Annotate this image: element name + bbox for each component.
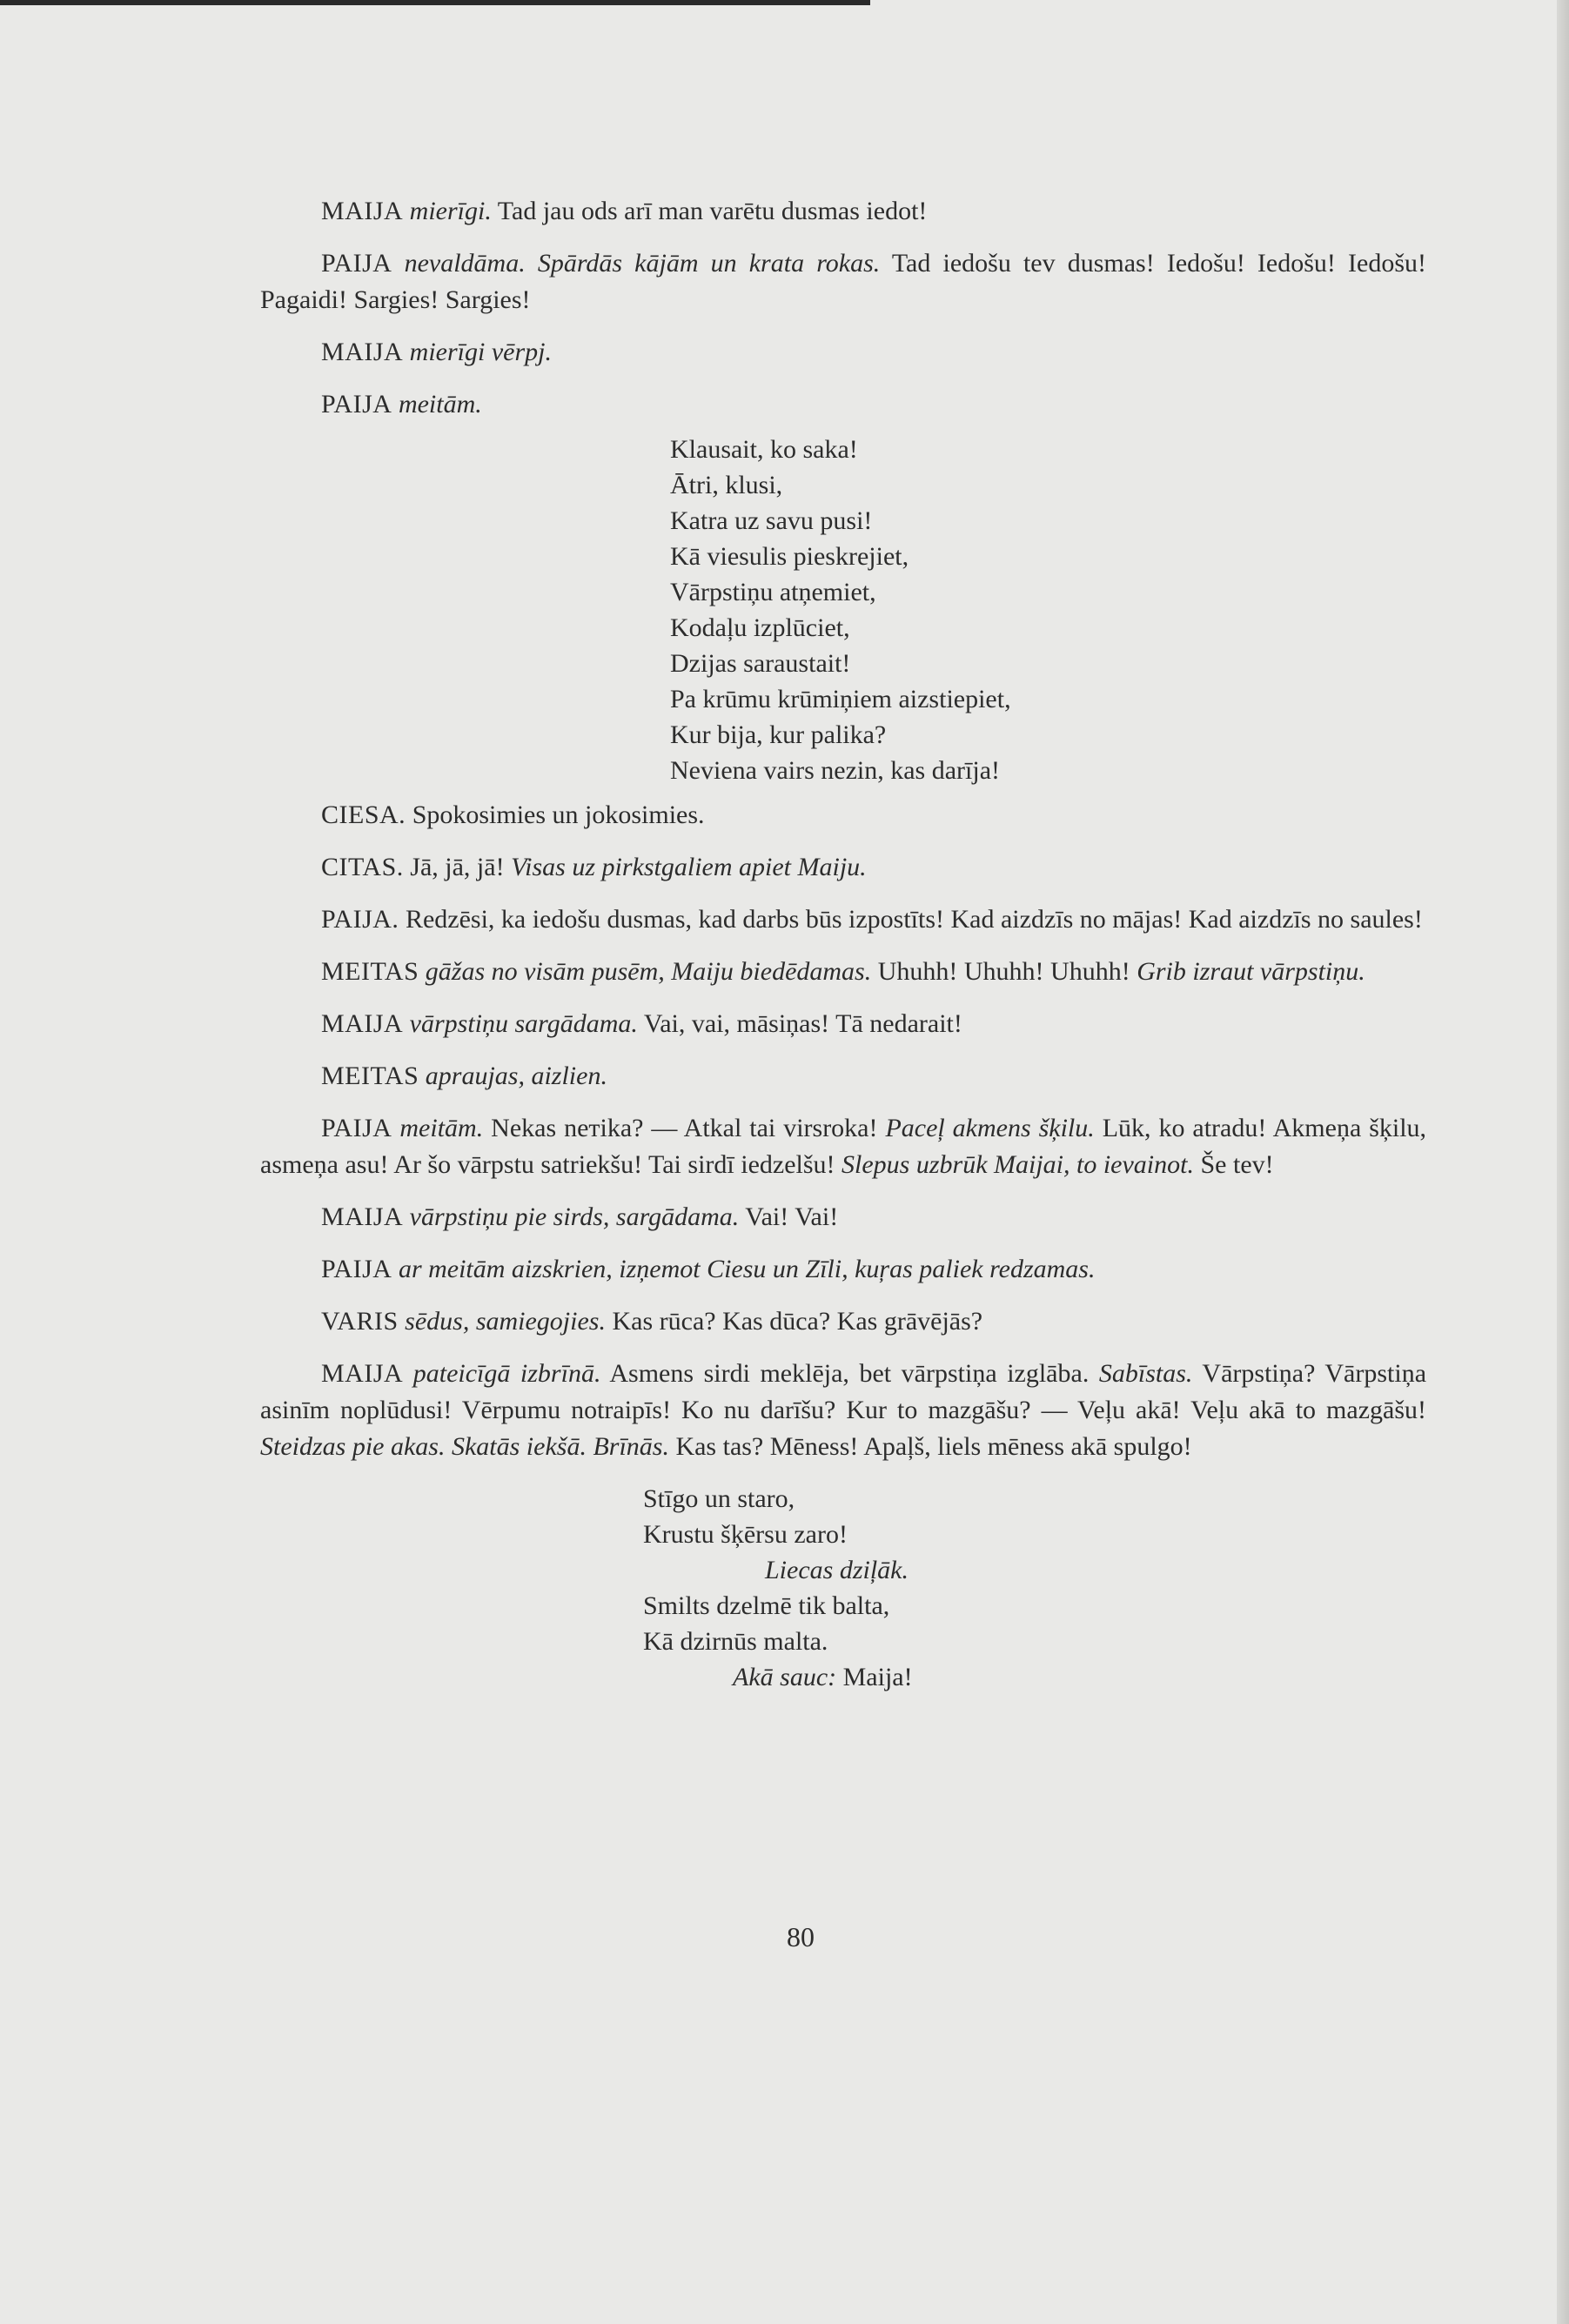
dialogue-line: MAIJA vārpstiņu sargādama. Vai, vai, māsiņas! Tā nedarait! — [321, 1009, 962, 1038]
dialogue-line: MAIJA vārpstiņu pie sirds, sargādama. Vai! Vai! — [321, 1202, 839, 1231]
dialogue-line: PAIJA nevaldāma. Spārdās kājām un krata rokas. Tad iedošu tev dusmas! Iedošu! Iedošu! Iedošu! Pagaidi! Sargies! Sargies! — [260, 249, 1426, 314]
dialogue-line: MEITAS gāžas no visām pusēm, Maiju biedēdamas. Uhuhh! Uhuhh! Uhuhh! Grib izraut vārpstiņu. — [321, 957, 1365, 986]
verse-line: Krustu šķērsu zaro! — [643, 1520, 848, 1549]
verse-line: Kodaļu izplūciet, — [670, 613, 850, 642]
verse-line: Dzijas saraustait! — [670, 649, 851, 678]
verse-line: Kur bija, kur palika? — [670, 720, 887, 749]
verse-line: Smilts dzelmē tik balta, — [643, 1591, 890, 1620]
document-page — [260, 193, 1426, 1704]
verse-stage-direction: Liecas dziļāk. — [765, 1556, 909, 1584]
page-top-rule — [0, 0, 870, 5]
verse-line: Pa krūmu krūmiņiem aizstiepiet, — [670, 685, 1011, 713]
verse-line: Neviena vairs nezin, kas darīja! — [670, 756, 1000, 785]
verse-block — [670, 432, 1426, 788]
dialogue-line: MAIJA pateicīgā izbrīnā. Asmens sirdi meklēja, bet vārpstiņa izglāba. Sabīstas. Vārpstiņa? Vārpstiņa asinīm noplūdusi! Vērpumu notraipīs! Ko nu darīšu? Kur to mazgāšu? — Veļu akā! Veļu akā to mazgāšu! Steidzas pie akas. Skatās iekšā. Brīnās. Kas tas? Mēness! Apaļš, liels mēness akā spulgo! — [260, 1359, 1427, 1461]
verse-line: Akā sauc: Maija! — [733, 1663, 913, 1691]
dialogue-line: PAIJA. Redzēsi, ka iedošu dusmas, kad darbs būs izpostīts! Kad aizdzīs no mājas! Kad aizdzīs no saules! — [321, 905, 1423, 934]
page-right-edge — [1557, 0, 1569, 2324]
dialogue-line: PAIJA meitām. Nekas neтika? — Atkal tai virsroka! Paceļ akmens šķilu. Lūk, ko atradu! Akmeņa šķilu, asmeņa asu! Ar šo vārpstu satriekšu! Tai sirdī iedzelšu! Slepus uzbrūk Maijai, to ievainot. Še tev! — [260, 1114, 1427, 1179]
dialogue-line: CITAS. Jā, jā, jā! Visas uz pirkstgaliem apiet Maiju. — [321, 853, 867, 881]
stage-direction-line: PAIJA meitām. — [321, 390, 482, 419]
verse-line: Kā dzirnūs malta. — [643, 1627, 828, 1656]
verse-line: Ātri, klusi, — [670, 471, 783, 499]
verse-line: Klausait, ko saka! — [670, 435, 858, 464]
dialogue-line: CIESA. Spokosimies un jokosimies. — [321, 800, 705, 829]
stage-direction-line: MEITAS apraujas, aizlien. — [321, 1062, 607, 1090]
verse-block — [643, 1481, 1426, 1695]
dialogue-line: MAIJA mierīgi. Tad jau ods arī man varētu dusmas iedot! — [321, 197, 928, 225]
page-number: 80 — [787, 1921, 815, 1952]
verse-line: Stīgo un staro, — [643, 1484, 795, 1513]
stage-direction-line: MAIJA mierīgi vērpj. — [321, 338, 552, 366]
verse-line: Katra uz savu pusi! — [670, 506, 873, 535]
verse-line: Vārpstiņu atņemiet, — [670, 578, 876, 606]
dialogue-line: VARIS sēdus, samiegojies. Kas rūca? Kas dūca? Kas grāvējās? — [321, 1307, 983, 1336]
verse-line: Kā viesulis pieskrejiet, — [670, 542, 909, 571]
stage-direction-line: PAIJA ar meitām aizskrien, izņemot Ciesu un Zīli, kuŗas paliek redzamas. — [321, 1255, 1096, 1283]
